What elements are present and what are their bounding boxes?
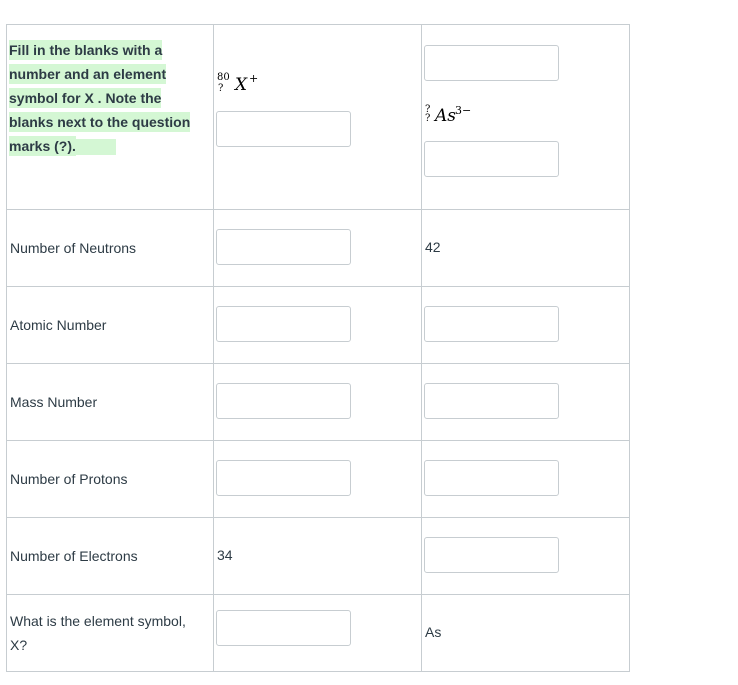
nuclide-x-charge: +: [249, 72, 259, 85]
as-answer-cell: [422, 518, 630, 595]
as-electrons-input[interactable]: [424, 537, 559, 573]
nuclide-as-symbol: As: [435, 106, 457, 126]
row-label: Atomic Number: [10, 317, 107, 333]
row-neutrons: [7, 210, 630, 287]
as-answer-cell: [422, 441, 630, 518]
as-answer-cell: [422, 287, 630, 364]
row-label: Number of Protons: [10, 471, 128, 487]
as-value-cell: [422, 595, 630, 672]
row-label-cell: [7, 287, 214, 364]
row-atomic-number: [7, 287, 630, 364]
x-symbol-input[interactable]: [216, 610, 351, 646]
nuclide-as-cell: [422, 25, 630, 210]
x-answer-cell: [214, 441, 422, 518]
instruction-text: [9, 38, 209, 158]
instruction-line: Fill in the blanks with a: [9, 42, 163, 58]
header-row: [7, 25, 630, 210]
row-label-line: X?: [10, 637, 28, 653]
x-answer-cell: [214, 595, 422, 672]
nuclide-x-atomic: ?: [218, 83, 224, 94]
row-mass-number: [7, 364, 630, 441]
as-neutrons-value: 42: [425, 239, 441, 255]
row-label-cell: [7, 364, 214, 441]
instruction-cell: [7, 25, 214, 210]
x-electrons-value: 34: [217, 547, 233, 563]
row-label-cell: [7, 441, 214, 518]
instruction-line: symbol for X . Note the: [9, 90, 162, 106]
as-symbol-value: As: [425, 624, 442, 640]
row-label: [7, 609, 213, 657]
x-answer-cell: [214, 364, 422, 441]
highlight-pad: [76, 139, 116, 155]
x-protons-input[interactable]: [216, 460, 351, 496]
nuclide-as-charge: 3−: [455, 104, 472, 117]
as-mass-number-input[interactable]: [424, 383, 559, 419]
row-label: Number of Electrons: [10, 548, 138, 564]
row-label: Mass Number: [10, 394, 98, 410]
x-neutrons-input[interactable]: [216, 229, 351, 265]
row-label-cell: [7, 210, 214, 287]
row-label: Number of Neutrons: [10, 240, 137, 256]
row-electrons: [7, 518, 630, 595]
nuclide-as-notation: [425, 105, 485, 135]
nuclide-as-atomic-input[interactable]: [424, 141, 559, 177]
nuclide-x-mass: 80: [217, 72, 230, 83]
as-protons-input[interactable]: [424, 460, 559, 496]
x-atomic-number-input[interactable]: [216, 306, 351, 342]
row-element-symbol: [7, 595, 630, 672]
nuclide-as-mass: ?: [425, 104, 431, 115]
x-mass-number-input[interactable]: [216, 383, 351, 419]
nuclide-as-mass-input[interactable]: [424, 45, 559, 81]
row-label-line: What is the element symbol,: [10, 613, 186, 629]
instruction-line: number and an element: [9, 66, 167, 82]
nuclide-x-cell: [214, 25, 422, 210]
row-label-cell: [7, 595, 214, 672]
row-label-cell: [7, 518, 214, 595]
nuclide-as-atomic: ?: [425, 113, 431, 124]
x-answer-cell: [214, 287, 422, 364]
nuclide-x-symbol: X: [235, 75, 248, 95]
x-answer-cell: [214, 210, 422, 287]
as-atomic-number-input[interactable]: [424, 306, 559, 342]
instruction-line: blanks next to the question: [9, 114, 191, 130]
row-protons: [7, 441, 630, 518]
question-table: [6, 24, 630, 672]
as-value-cell: [422, 210, 630, 287]
nuclide-x-atomic-input[interactable]: [216, 111, 351, 147]
x-value-cell: [214, 518, 422, 595]
as-answer-cell: [422, 364, 630, 441]
instruction-line: marks (?).: [9, 138, 76, 154]
nuclide-x-notation: [217, 73, 277, 103]
